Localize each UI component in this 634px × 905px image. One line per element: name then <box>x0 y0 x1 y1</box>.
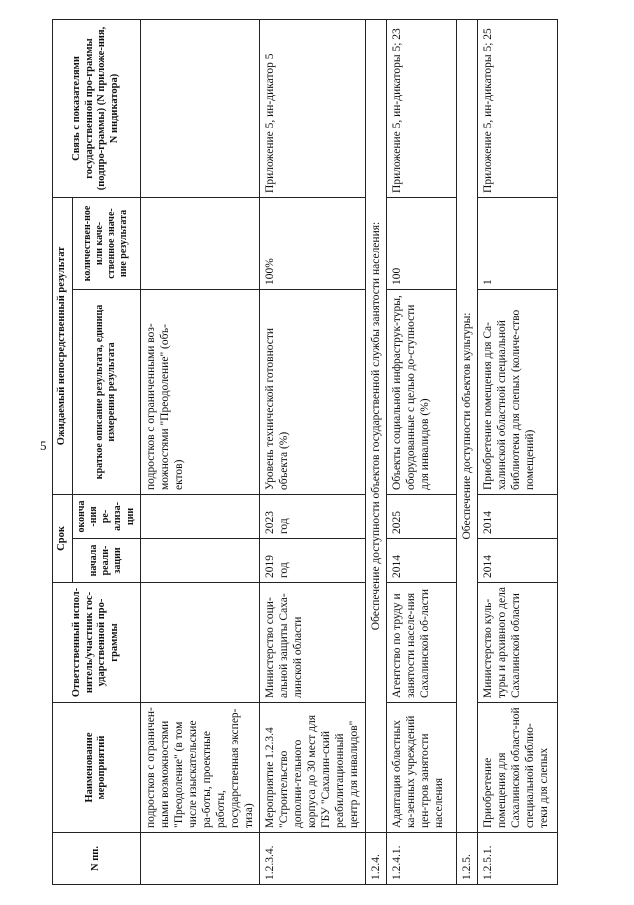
section-row <box>456 19 477 884</box>
table-row <box>140 19 259 884</box>
cell-num: 1.2.5.1. <box>477 833 557 885</box>
cell-num: 1.2.4.1. <box>386 833 456 885</box>
header-result-desc: краткое описание результата, единица измерения результата <box>72 289 140 494</box>
cell-num: 1.2.3.4. <box>259 833 365 885</box>
table-row <box>259 19 365 884</box>
cell-start: 2014 <box>477 539 557 583</box>
header-link: Связь с показателями государственной про-граммы (подпро-граммы) (N приложе-ния, N индикатора) <box>53 19 141 197</box>
cell-responsible: Агентство по труду и занятости населе-ния Сахалинской об-ласти <box>386 583 456 703</box>
header-name: Наименование мероприятий <box>53 703 141 833</box>
cell-end <box>140 494 259 538</box>
header-result: Ожидаемый непосредственный результат <box>53 197 73 494</box>
cell-value: 100 <box>386 197 456 289</box>
header-responsible: Ответственный испол-нитель/участник гос-ударственной про-граммы <box>53 583 141 703</box>
cell-desc: Приобретение помещения для Са-халинской областной специальной библиотеки для слепых (количе-ство помещений) <box>477 289 557 494</box>
cell-name: подростков с ограничен-ными возможностями "Преодоление" (в том числе изыскательские ра-боты, проектные работы, государственная экспер-тиза) <box>140 703 259 833</box>
section-title: Обеспечение доступности объектов государственной службы занятости населения: <box>365 19 386 832</box>
cell-end: 2023 год <box>259 494 365 538</box>
measures-table <box>52 19 558 885</box>
section-row <box>365 19 386 884</box>
section-num: 1.2.5. <box>456 833 477 885</box>
cell-desc: Объекты социальной инфраструк-туры, оборудованные с целью до-ступности для инвалидов (%) <box>386 289 456 494</box>
cell-link: Приложение 5, ин-дикатор 5 <box>259 19 365 197</box>
section-num: 1.2.4. <box>365 833 386 885</box>
cell-name: Адаптация областных ка-зенных учреждений цен-тров занятости населения <box>386 703 456 833</box>
header-term-start: начала реали-зации <box>72 539 140 583</box>
cell-value: 1 <box>477 197 557 289</box>
section-title: Обеспечение доступности объектов культуры: <box>456 19 477 832</box>
cell-desc: Уровень технической готовности объекта (%) <box>259 289 365 494</box>
cell-responsible: Министерство соци-альной защиты Саха-линской области <box>259 583 365 703</box>
cell-responsible: Министерство куль-туры и архивного дела Сахалинской области <box>477 583 557 703</box>
cell-num <box>140 833 259 885</box>
cell-name: Мероприятие 1.2.3.4 "Строительство дополни-тельного корпуса до 30 мест для ГБУ "Сахалин-ский реабилитационный центр для инвалидов" <box>259 703 365 833</box>
cell-responsible <box>140 583 259 703</box>
table-row <box>477 19 557 884</box>
cell-start: 2014 <box>386 539 456 583</box>
header-term-end: оконча-ния ре-ализа-ции <box>72 494 140 538</box>
table-row <box>386 19 456 884</box>
cell-end: 2025 <box>386 494 456 538</box>
cell-value <box>140 197 259 289</box>
cell-start: 2019 год <box>259 539 365 583</box>
cell-name: Приобретение помещения для Сахалинской област-ной специальной библио-теки для слепых <box>477 703 557 833</box>
page-number: 5 <box>40 438 47 453</box>
cell-link: Приложение 5, ин-дикаторы 5; 23 <box>386 19 456 197</box>
header-num: N пп. <box>53 833 141 885</box>
cell-value: 100% <box>259 197 365 289</box>
cell-link: Приложение 5, ин-дикаторы 5; 25 <box>477 19 557 197</box>
cell-link <box>140 19 259 197</box>
header-result-value: количествен-ное или каче-ственное значе-ние результата <box>72 197 140 289</box>
header-term: Срок <box>53 494 73 582</box>
cell-start <box>140 539 259 583</box>
cell-desc: подростков с ограниченными воз-можностями "Преодоление" (объ-ектов) <box>140 289 259 494</box>
cell-end: 2014 <box>477 494 557 538</box>
